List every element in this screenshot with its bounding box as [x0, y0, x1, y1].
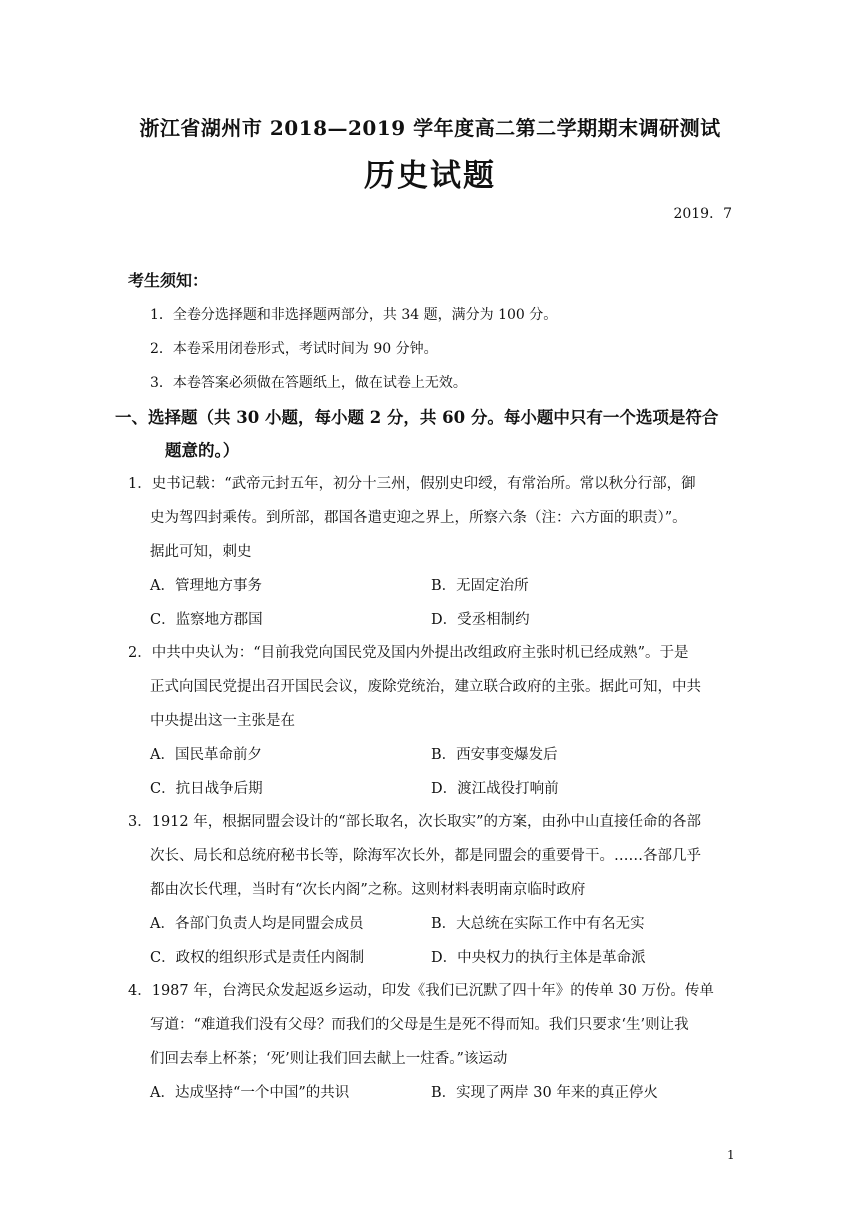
question-3-option-b: B．大总统在实际工作中有名无实 — [431, 916, 645, 932]
question-3-line: 3．1912 年，根据同盟会设计的“部长取名，次长取实”的方案，由孙中山直接任命的各部 — [128, 814, 702, 830]
section-heading: 一、选择题（共 30 小题，每小题 2 分，共 60 分。每小题中只有一个选项是符合 — [115, 408, 719, 427]
question-4-line: 们回去奉上杯茶；‘死’则让我们回去献上一炷香。”该运动 — [150, 1051, 508, 1067]
question-2-option-b: B．西安事变爆发后 — [431, 747, 558, 763]
question-2-option-d: D．渡江战役打响前 — [431, 781, 559, 797]
question-1-line: 史为驾四封乘传。到所部，郡国各遣吏迎之界上，所察六条（注：六方面的职责）”。 — [150, 510, 687, 526]
section-heading-cont: 题意的。） — [165, 441, 240, 460]
notice-item: 2．本卷采用闭卷形式，考试时间为 90 分钟。 — [150, 341, 438, 357]
page-number: 1 — [727, 1148, 735, 1162]
question-3-option-d: D．中央权力的执行主体是革命派 — [431, 950, 646, 966]
notice-item: 3．本卷答案必须做在答题纸上，做在试卷上无效。 — [150, 375, 467, 391]
question-3-option-a: A．各部门负责人均是同盟会成员 — [150, 916, 364, 932]
notice-heading: 考生须知： — [128, 271, 209, 290]
question-3-line: 次长、局长和总统府秘书长等，除海军次长外，都是同盟会的重要骨干。……各部几乎 — [150, 848, 701, 864]
exam-title: 浙江省湖州市 2018—2019 学年度高二第二学期期末调研测试 — [139, 116, 721, 140]
question-2-line: 中央提出这一主张是在 — [150, 713, 295, 729]
question-4-option-b: B．实现了两岸 30 年来的真正停火 — [431, 1085, 658, 1101]
question-3-line: 都由次长代理，当时有“次长内阁”之称。这则材料表明南京临时政府 — [150, 882, 586, 898]
question-1-option-b: B．无固定治所 — [431, 578, 529, 594]
subject-title: 历史试题 — [364, 158, 496, 194]
exam-date: 2019．7 — [673, 206, 732, 222]
question-1-option-c: C．监察地方郡国 — [150, 612, 263, 628]
question-1-line: 1．史书记载：“武帝元封五年，初分十三州，假别史印绶，有常治所。常以秋分行部，御 — [128, 476, 696, 492]
question-2-line: 正式向国民党提出召开国民会议，废除党统治，建立联合政府的主张。据此可知，中共 — [150, 679, 701, 695]
question-4-line: 4．1987 年，台湾民众发起返乡运动，印发《我们已沉默了四十年》的传单 30 万份。传单 — [128, 983, 714, 999]
question-4-option-a: A．达成坚持“一个中国”的共识 — [150, 1085, 350, 1101]
question-1-option-d: D．受丞相制约 — [431, 612, 530, 628]
question-2-option-a: A．国民革命前夕 — [150, 747, 262, 763]
question-2-line: 2．中共中央认为：“目前我党向国民党及国内外提出改组政府主张时机已经成熟”。于是 — [128, 645, 689, 661]
question-2-option-c: C．抗日战争后期 — [150, 781, 263, 797]
question-1-option-a: A．管理地方事务 — [150, 578, 262, 594]
notice-item: 1．全卷分选择题和非选择题两部分，共 34 题，满分为 100 分。 — [150, 307, 558, 323]
question-3-option-c: C．政权的组织形式是责任内阁制 — [150, 950, 365, 966]
question-4-line: 写道：“难道我们没有父母？而我们的父母是生是死不得而知。我们只要求‘生’则让我 — [150, 1017, 689, 1033]
question-1-line: 据此可知，刺史 — [150, 544, 252, 560]
